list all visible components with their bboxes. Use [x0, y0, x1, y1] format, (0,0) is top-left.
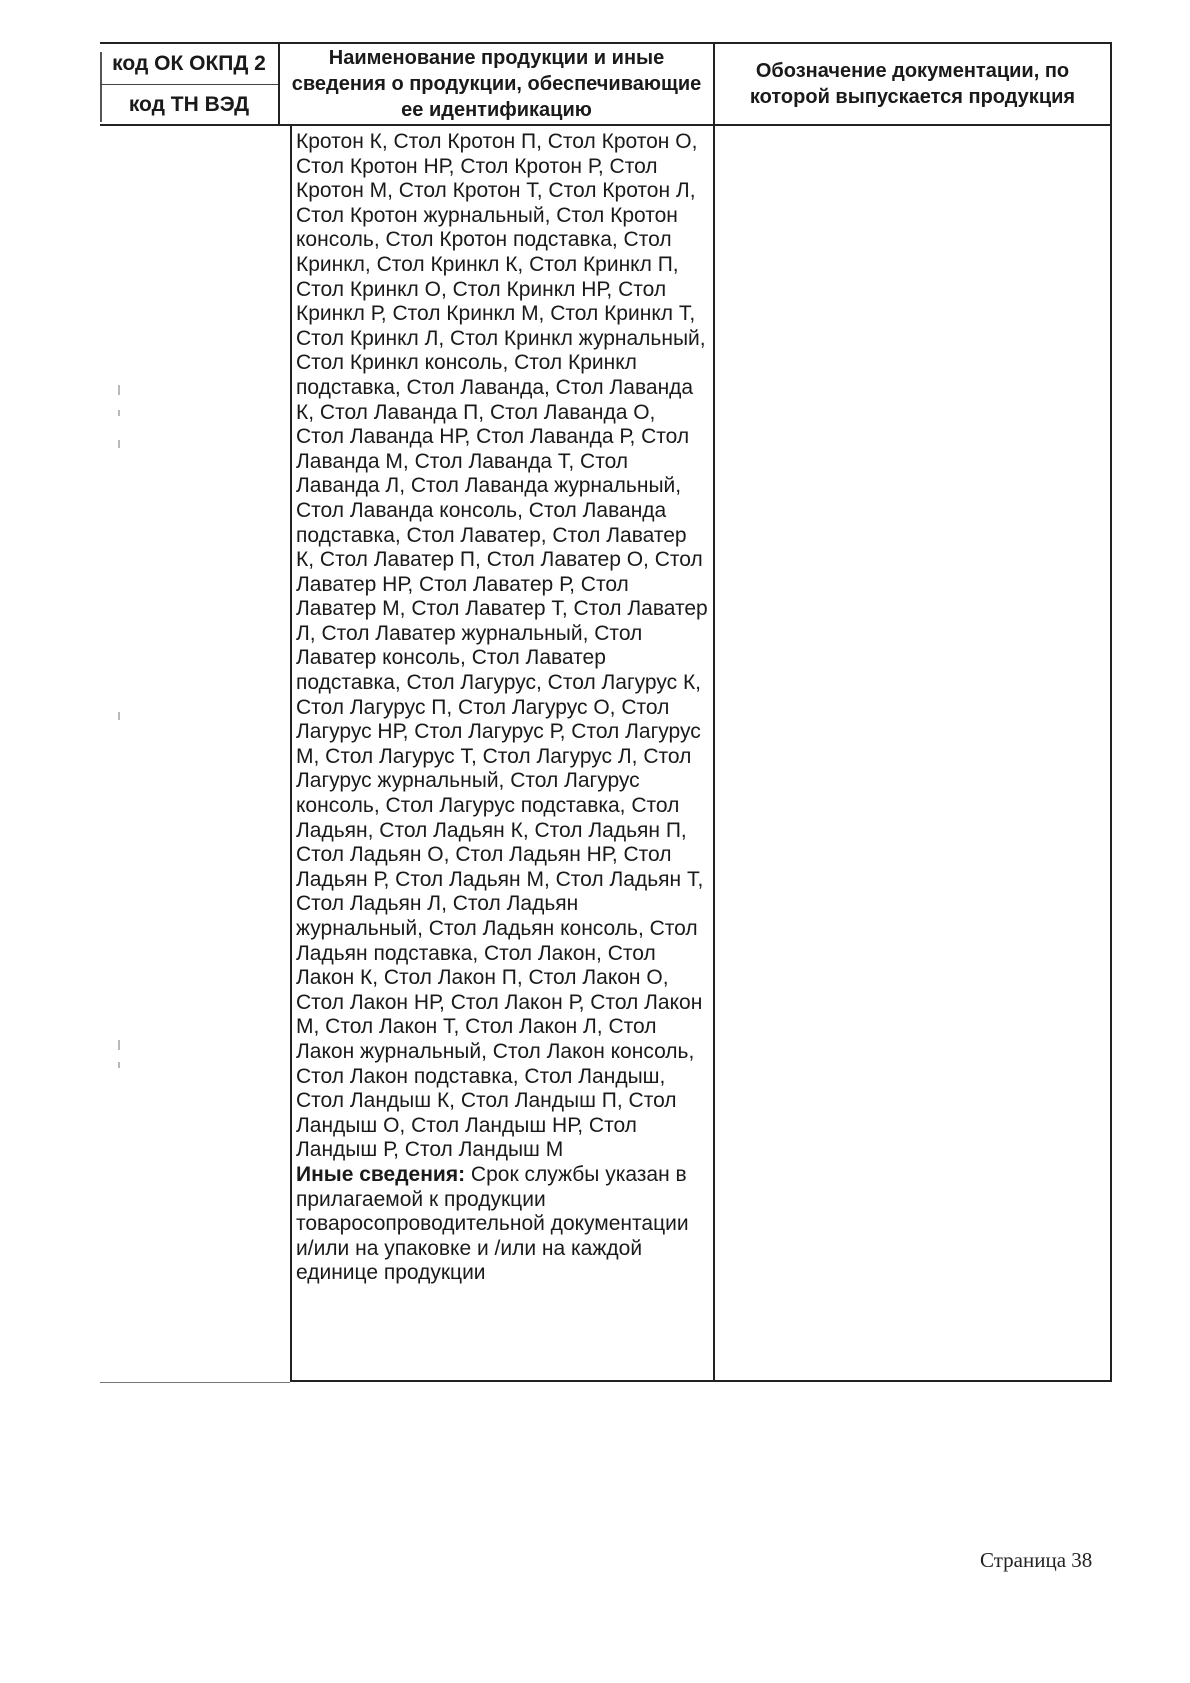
cell-codes — [100, 124, 278, 1382]
table-bottom-rule — [100, 1382, 290, 1383]
header-documentation: Обозначение документации, по которой выпускается продукция — [715, 44, 1112, 124]
header-code-tnved: код ТН ВЭД — [128, 92, 250, 116]
other-info-text: Срок службы указан в прилагаемой к продукции товаросопроводительной документации и/или на упаковке и /или на каждой единице продукции — [296, 1162, 689, 1285]
table-header — [100, 42, 1112, 126]
other-info — [296, 1163, 709, 1286]
cell-product-description — [290, 124, 715, 1382]
other-info-label: Иные сведения: — [296, 1162, 466, 1186]
product-list-text: Кротон К, Стол Кротон П, Стол Кротон О, Стол Кротон НР, Стол Кротон Р, Стол Кротон М, Стол Кротон Т, Стол Кротон Л, Стол Кротон журнальный, Стол Кротон консоль, Стол Кротон подставка, Стол Кринкл, Стол Кринкл К, Стол Кринкл П, Стол Кринкл О, Стол Кринкл НР, Стол Кринкл Р, Стол Кринкл М, Стол Кринкл Т, Стол Кринкл Л, Стол Кринкл журнальный, Стол Кринкл консоль, Стол Кринкл подставка, Стол Лаванда, Стол Лаванда К, Стол Лаванда П, Стол Лаванда О, Стол Лаванда НР, Стол Лаванда Р, Стол Лаванда М, Стол Лаванда Т, Стол Лаванда Л, Стол Лаванда журнальный, Стол Лаванда консоль, Стол Лаванда подставка, Стол Лаватер, Стол Лаватер К, Стол Лаватер П, Стол Лаватер О, Стол Лаватер НР, Стол Лаватер Р, Стол Лаватер М, Стол Лаватер Т, Стол Лаватер Л, Стол Лаватер журнальный, Стол Лаватер консоль, Стол Лаватер подставка, Стол Лагурус, Стол Лагурус К, Стол Лагурус П, Стол Лагурус О, Стол Лагурус НР, Стол Лагурус Р, Стол Лагурус М, Стол Лагурус Т, Стол Лагурус Л, Стол Лагурус журнальный, Стол Лагурус консоль, Стол Лагурус подставка, Стол Ладьян, Стол Ладьян К, Стол Ладьян П, Стол Ладьян О, Стол Ладьян НР, Стол Ладьян Р, Стол Ладьян М, Стол Ладьян Т, Стол Ладьян Л, Стол Ладьян журнальный, Стол Ладьян консоль, Стол Ладьян подставка, Стол Лакон, Стол Лакон К, Стол Лакон П, Стол Лакон О, Стол Лакон НР, Стол Лакон Р, Стол Лакон М, Стол Лакон Т, Стол Лакон Л, Стол Лакон журнальный, Стол Лакон консоль, Стол Лакон подставка, Стол Ландыш, Стол Ландыш К, Стол Ландыш П, Стол Ландыш О, Стол Ландыш НР, Стол Ландыш Р, Стол Ландыш М — [296, 130, 708, 1162]
header-product-name: Наименование продукции и иные сведения о продукции, обеспечивающие ее идентификацию — [278, 44, 715, 124]
cell-documentation — [715, 124, 1112, 1382]
page-number: Страница 38 — [980, 1548, 1093, 1572]
header-code-okpd: код ОК ОКПД 2 — [100, 44, 278, 85]
product-spec-table — [100, 42, 1112, 1382]
header-code-column — [100, 44, 278, 124]
